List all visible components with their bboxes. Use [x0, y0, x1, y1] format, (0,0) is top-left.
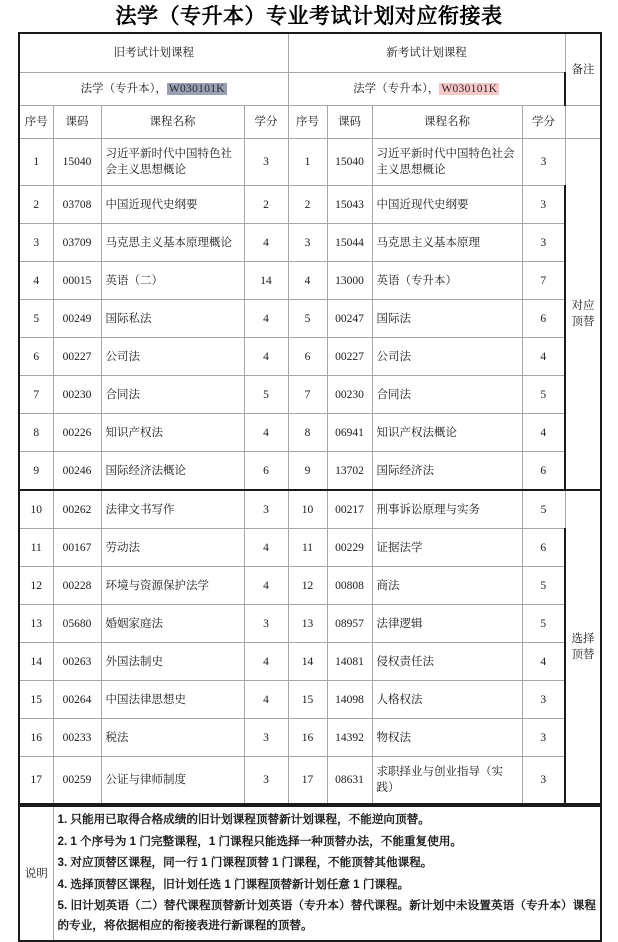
cell-new-code: 14392 — [327, 719, 372, 757]
cell-old-course: 外国法制史 — [101, 643, 244, 681]
cell-old-seq: 16 — [19, 719, 53, 757]
cell-old-code: 00246 — [53, 452, 101, 491]
cell-new-code: 15044 — [327, 224, 372, 262]
cell-new-course: 法律逻辑 — [372, 605, 522, 643]
column-header-old-code: 课码 — [53, 106, 101, 139]
cell-new-code: 08957 — [327, 605, 372, 643]
cell-old-code: 03708 — [53, 186, 101, 224]
table-row — [19, 757, 601, 805]
cell-new-course: 国际经济法 — [372, 452, 522, 491]
cell-old-seq: 14 — [19, 643, 53, 681]
notes-container — [0, 805, 618, 942]
cell-old-course: 国际私法 — [101, 300, 244, 338]
cell-old-credit: 4 — [244, 643, 288, 681]
program-code-row — [19, 73, 601, 106]
cell-old-credit: 4 — [244, 224, 288, 262]
table-body — [19, 33, 601, 804]
cell-old-code: 00259 — [53, 757, 101, 805]
table-row — [19, 567, 601, 605]
cell-old-code: 15040 — [53, 139, 101, 186]
cell-old-credit: 3 — [244, 490, 288, 529]
column-header-new-seq: 序号 — [288, 106, 327, 139]
cell-new-credit: 3 — [522, 681, 565, 719]
cell-old-code: 05680 — [53, 605, 101, 643]
cell-new-code: 00808 — [327, 567, 372, 605]
cell-new-credit: 6 — [522, 452, 565, 491]
cell-new-course: 侵权责任法 — [372, 643, 522, 681]
cell-old-course: 知识产权法 — [101, 414, 244, 452]
table-row — [19, 376, 601, 414]
cell-new-code: 00217 — [327, 490, 372, 529]
cell-new-code: 00227 — [327, 338, 372, 376]
course-mapping-table-container — [0, 32, 618, 805]
cell-old-seq: 8 — [19, 414, 53, 452]
cell-new-seq: 1 — [288, 139, 327, 186]
cell-new-code: 00230 — [327, 376, 372, 414]
cell-old-credit: 4 — [244, 300, 288, 338]
table-row — [19, 300, 601, 338]
cell-old-seq: 13 — [19, 605, 53, 643]
cell-new-course: 中国近现代史纲要 — [372, 186, 522, 224]
cell-new-credit: 3 — [522, 757, 565, 805]
column-header-new-course: 课程名称 — [372, 106, 522, 139]
cell-old-credit: 4 — [244, 567, 288, 605]
old-program-cell — [19, 73, 288, 106]
cell-old-code: 00226 — [53, 414, 101, 452]
cell-old-code: 00167 — [53, 529, 101, 567]
cell-new-course: 人格权法 — [372, 681, 522, 719]
table-row — [19, 224, 601, 262]
cell-old-course: 公司法 — [101, 338, 244, 376]
column-header-old-course: 课程名称 — [101, 106, 244, 139]
column-header-new-code: 课码 — [327, 106, 372, 139]
cell-old-seq: 15 — [19, 681, 53, 719]
cell-new-seq: 2 — [288, 186, 327, 224]
cell-new-credit: 5 — [522, 605, 565, 643]
table-row — [19, 452, 601, 491]
cell-old-seq: 12 — [19, 567, 53, 605]
cell-old-credit: 14 — [244, 262, 288, 300]
column-header-row — [19, 106, 601, 139]
cell-old-course: 英语（二） — [101, 262, 244, 300]
cell-new-course: 刑事诉讼原理与实务 — [372, 490, 522, 529]
cell-old-credit: 3 — [244, 605, 288, 643]
cell-new-seq: 5 — [288, 300, 327, 338]
cell-new-seq: 11 — [288, 529, 327, 567]
cell-new-seq: 13 — [288, 605, 327, 643]
cell-new-seq: 4 — [288, 262, 327, 300]
table-row — [19, 643, 601, 681]
cell-new-seq: 7 — [288, 376, 327, 414]
old-program-name: 法学（专升本）， — [80, 83, 167, 95]
cell-new-seq: 8 — [288, 414, 327, 452]
table-row — [19, 529, 601, 567]
cell-new-code: 13000 — [327, 262, 372, 300]
cell-new-course: 知识产权法概论 — [372, 414, 522, 452]
cell-new-course: 国际法 — [372, 300, 522, 338]
remarks-spacer-cell — [565, 106, 601, 139]
cell-old-seq: 1 — [19, 139, 53, 186]
notes-body — [53, 806, 601, 941]
cell-old-code: 00264 — [53, 681, 101, 719]
cell-new-credit: 4 — [522, 338, 565, 376]
cell-old-course: 中国近现代史纲要 — [101, 186, 244, 224]
cell-new-seq: 14 — [288, 643, 327, 681]
cell-old-course: 中国法律思想史 — [101, 681, 244, 719]
cell-new-code: 08631 — [327, 757, 372, 805]
cell-old-code: 00228 — [53, 567, 101, 605]
cell-old-seq: 7 — [19, 376, 53, 414]
cell-new-code: 15040 — [327, 139, 372, 186]
cell-old-seq: 17 — [19, 757, 53, 805]
table-row — [19, 338, 601, 376]
cell-new-course: 习近平新时代中国特色社会主义思想概论 — [372, 139, 522, 186]
cell-old-credit: 3 — [244, 139, 288, 186]
cell-old-seq: 4 — [19, 262, 53, 300]
cell-new-course: 证据法学 — [372, 529, 522, 567]
page-title: 法学（专升本）专业考试计划对应衔接表 — [115, 4, 503, 28]
cell-new-code: 06941 — [327, 414, 372, 452]
cell-new-course: 商法 — [372, 567, 522, 605]
new-program-name: 法学（专升本）， — [353, 83, 440, 95]
cell-old-course: 国际经济法概论 — [101, 452, 244, 491]
cell-new-course: 合同法 — [372, 376, 522, 414]
cell-new-credit: 3 — [522, 224, 565, 262]
cell-new-credit: 6 — [522, 300, 565, 338]
cell-remark: 选择顶替 — [565, 490, 601, 804]
note-item: 4. 选择顶替区课程，旧计划任选 1 门课程顶替新计划任意 1 门课程。 — [57, 877, 410, 891]
cell-new-credit: 3 — [522, 719, 565, 757]
new-program-code: W030101K — [441, 83, 498, 95]
cell-old-seq: 5 — [19, 300, 53, 338]
cell-old-credit: 3 — [244, 757, 288, 805]
cell-new-credit: 6 — [522, 529, 565, 567]
table-row — [19, 139, 601, 186]
column-header-remarks: 备注 — [565, 33, 601, 106]
group-header-new-plan: 新考试计划课程 — [288, 33, 565, 73]
cell-new-credit: 4 — [522, 643, 565, 681]
cell-new-seq: 3 — [288, 224, 327, 262]
cell-new-seq: 16 — [288, 719, 327, 757]
cell-new-credit: 3 — [522, 139, 565, 186]
note-item: 2. 1 个序号为 1 门完整课程，1 门课程只能选择一种顶替办法，不能重复使用。 — [57, 834, 463, 848]
cell-new-credit: 4 — [522, 414, 565, 452]
cell-old-course: 马克思主义基本原理概论 — [101, 224, 244, 262]
cell-old-seq: 11 — [19, 529, 53, 567]
cell-new-seq: 10 — [288, 490, 327, 529]
cell-old-seq: 2 — [19, 186, 53, 224]
cell-new-course: 求职择业与创业指导（实践） — [372, 757, 522, 805]
column-header-old-credit: 学分 — [244, 106, 288, 139]
column-header-new-credit: 学分 — [522, 106, 565, 139]
note-item: 3. 对应顶替区课程，同一行 1 门课程顶替 1 门课程，不能顶替其他课程。 — [57, 856, 433, 869]
cell-new-seq: 9 — [288, 452, 327, 491]
cell-new-credit: 3 — [522, 186, 565, 224]
cell-new-code: 00229 — [327, 529, 372, 567]
cell-new-code: 14098 — [327, 681, 372, 719]
cell-old-code: 00227 — [53, 338, 101, 376]
course-mapping-table — [18, 32, 602, 805]
cell-new-code: 14081 — [327, 643, 372, 681]
cell-new-code: 15043 — [327, 186, 372, 224]
cell-old-credit: 4 — [244, 529, 288, 567]
note-item: 1. 只能用已取得合格成绩的旧计划课程顶替新计划课程，不能逆向顶替。 — [57, 813, 430, 826]
notes-row — [19, 806, 601, 941]
cell-old-code: 00233 — [53, 719, 101, 757]
cell-new-code: 00247 — [327, 300, 372, 338]
table-row — [19, 719, 601, 757]
cell-new-seq: 12 — [288, 567, 327, 605]
cell-old-code: 00015 — [53, 262, 101, 300]
cell-old-seq: 10 — [19, 490, 53, 529]
cell-new-course: 马克思主义基本原理 — [372, 224, 522, 262]
cell-new-credit: 5 — [522, 376, 565, 414]
old-program-code: W030101K — [168, 83, 225, 95]
cell-new-course: 英语（专升本） — [372, 262, 522, 300]
cell-old-credit: 3 — [244, 719, 288, 757]
cell-new-credit: 5 — [522, 490, 565, 529]
cell-old-credit: 6 — [244, 452, 288, 491]
table-row — [19, 681, 601, 719]
cell-new-seq: 15 — [288, 681, 327, 719]
cell-old-credit: 4 — [244, 681, 288, 719]
new-program-cell — [288, 73, 565, 106]
cell-old-credit: 5 — [244, 376, 288, 414]
notes-table — [18, 805, 602, 942]
group-header-row — [19, 33, 601, 73]
cell-remark: 对应顶替 — [565, 139, 601, 491]
cell-old-course: 环境与资源保护法学 — [101, 567, 244, 605]
cell-old-code: 00249 — [53, 300, 101, 338]
cell-old-code: 00263 — [53, 643, 101, 681]
cell-new-seq: 6 — [288, 338, 327, 376]
cell-old-seq: 6 — [19, 338, 53, 376]
cell-old-credit: 4 — [244, 414, 288, 452]
cell-new-seq: 17 — [288, 757, 327, 805]
table-row — [19, 490, 601, 529]
cell-old-course: 公证与律师制度 — [101, 757, 244, 805]
cell-old-code: 03709 — [53, 224, 101, 262]
column-header-old-seq: 序号 — [19, 106, 53, 139]
table-row — [19, 186, 601, 224]
cell-new-course: 物权法 — [372, 719, 522, 757]
table-row — [19, 414, 601, 452]
cell-old-course: 劳动法 — [101, 529, 244, 567]
cell-old-course: 税法 — [101, 719, 244, 757]
group-header-old-plan: 旧考试计划课程 — [19, 33, 288, 73]
cell-old-course: 习近平新时代中国特色社会主义思想概论 — [101, 139, 244, 186]
cell-old-seq: 9 — [19, 452, 53, 491]
cell-old-credit: 2 — [244, 186, 288, 224]
table-row — [19, 262, 601, 300]
cell-old-seq: 3 — [19, 224, 53, 262]
cell-old-course: 法律文书写作 — [101, 490, 244, 529]
cell-old-code: 00230 — [53, 376, 101, 414]
cell-old-course: 婚姻家庭法 — [101, 605, 244, 643]
cell-new-code: 13702 — [327, 452, 372, 491]
cell-old-course: 合同法 — [101, 376, 244, 414]
cell-new-credit: 7 — [522, 262, 565, 300]
cell-old-code: 00262 — [53, 490, 101, 529]
note-item: 5. 旧计划英语（二）替代课程顶替新计划英语（专升本）替代课程。新计划中未设置英语（专升本）课程的专业，将依据相应的衔接表进行新课程的顶替。 — [57, 899, 596, 932]
notes-label: 说明 — [19, 806, 53, 941]
cell-new-course: 公司法 — [372, 338, 522, 376]
table-row — [19, 605, 601, 643]
cell-old-credit: 4 — [244, 338, 288, 376]
cell-new-credit: 5 — [522, 567, 565, 605]
